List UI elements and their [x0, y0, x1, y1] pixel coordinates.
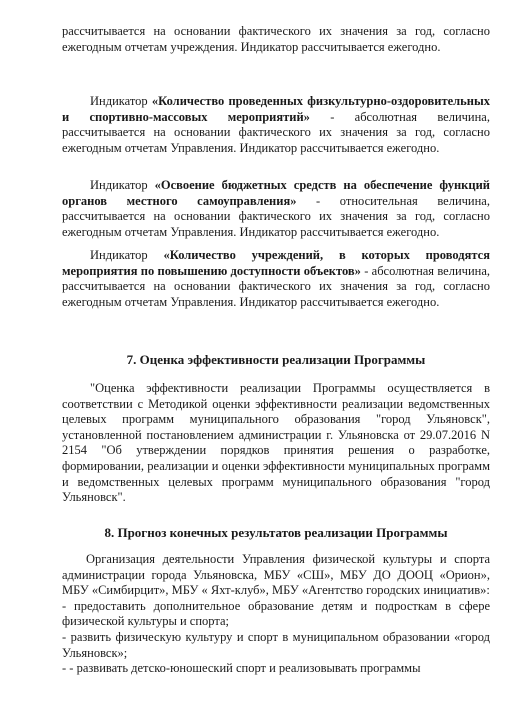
- intro-paragraph: [62, 24, 490, 55]
- section-8-intro: Организация деятельности Управления физической культуры и спорта администрации города Ульяновска, МБУ «СШ», МБУ ДО ДООЦ «Орион», МБУ «Симбирцит», МБУ « Яхт-клуб», МБУ «Агентство городских инициатив»:: [62, 552, 490, 598]
- section-8-heading: 8. Прогноз конечных результатов реализации Программы: [104, 525, 448, 540]
- indicator-2-text: [62, 178, 490, 240]
- indicator-3-rest: - абсолютная величина, рассчитывается на основании фактического их значения за год, согласно ежегодным отчетам Управления. Индикатор рассчитывается ежегодно.: [62, 263, 490, 309]
- section-7-text: "Оценка эффективности реализации Программы осуществляется в соответствии с Методикой оценки эффективности реализации ведомственных целевых программ муниципального образования "город Ульяновск", установленной постановлением администрации г. Ульяновска от 29.07.2016 N 2154 "Об утверждении порядков принятия решения о разработке, формировании, реализации и оценки эффективности муниципальных программ и ведомственных целевых программ муниципального образования "город Ульяновск".: [62, 381, 490, 505]
- list-item: - развить физическую культуру и спорт в муниципальном образовании «город Ульяновск»;: [62, 629, 490, 660]
- indicator-3-prefix: Индикатор: [90, 248, 164, 262]
- indicator-1-prefix: Индикатор: [90, 94, 152, 108]
- section-7-heading: 7. Оценка эффективности реализации Программы: [126, 352, 426, 367]
- indicator-paragraph-3: [62, 248, 490, 310]
- indicator-3-text: [62, 248, 490, 310]
- indicator-paragraph-1: [62, 94, 490, 156]
- indicator-3-name: «Количество учреждений, в которых проводятся мероприятия по повышению доступности объектов»: [62, 248, 490, 278]
- indicator-paragraph-2: [62, 178, 490, 240]
- list-item: - предоставить дополнительное образование детям и подросткам в сфере физической культуры и спорта;: [62, 598, 490, 629]
- indicator-2-rest: - относительная величина, рассчитывается на основании фактического их значения за год, согласно ежегодным отчетам Управления. Индикатор рассчитывается ежегодно.: [62, 193, 490, 239]
- indicator-1-rest: - абсолютная величина, рассчитывается на основании фактического их значения за год, согласно ежегодным отчетам Управления. Индикатор рассчитывается ежегодно.: [62, 109, 490, 155]
- section-8-body: [62, 552, 490, 677]
- indicator-1-name: «Количество проведенных физкультурно-оздоровительных и спортивно-массовых мероприятий»: [62, 94, 490, 124]
- indicator-1-text: [62, 94, 490, 156]
- intro-text: рассчитывается на основании фактического их значения за год, согласно ежегодным отчетам учреждения. Индикатор рассчитывается ежегодно.: [62, 24, 490, 54]
- list-item: - - развивать детско-юношеский спорт и реализовывать программы: [62, 661, 421, 676]
- indicator-2-prefix: Индикатор: [90, 178, 155, 192]
- section-7-paragraph: [62, 381, 490, 506]
- indicator-2-name: «Освоение бюджетных средств на обеспечение функций органов местного самоуправления»: [62, 178, 490, 208]
